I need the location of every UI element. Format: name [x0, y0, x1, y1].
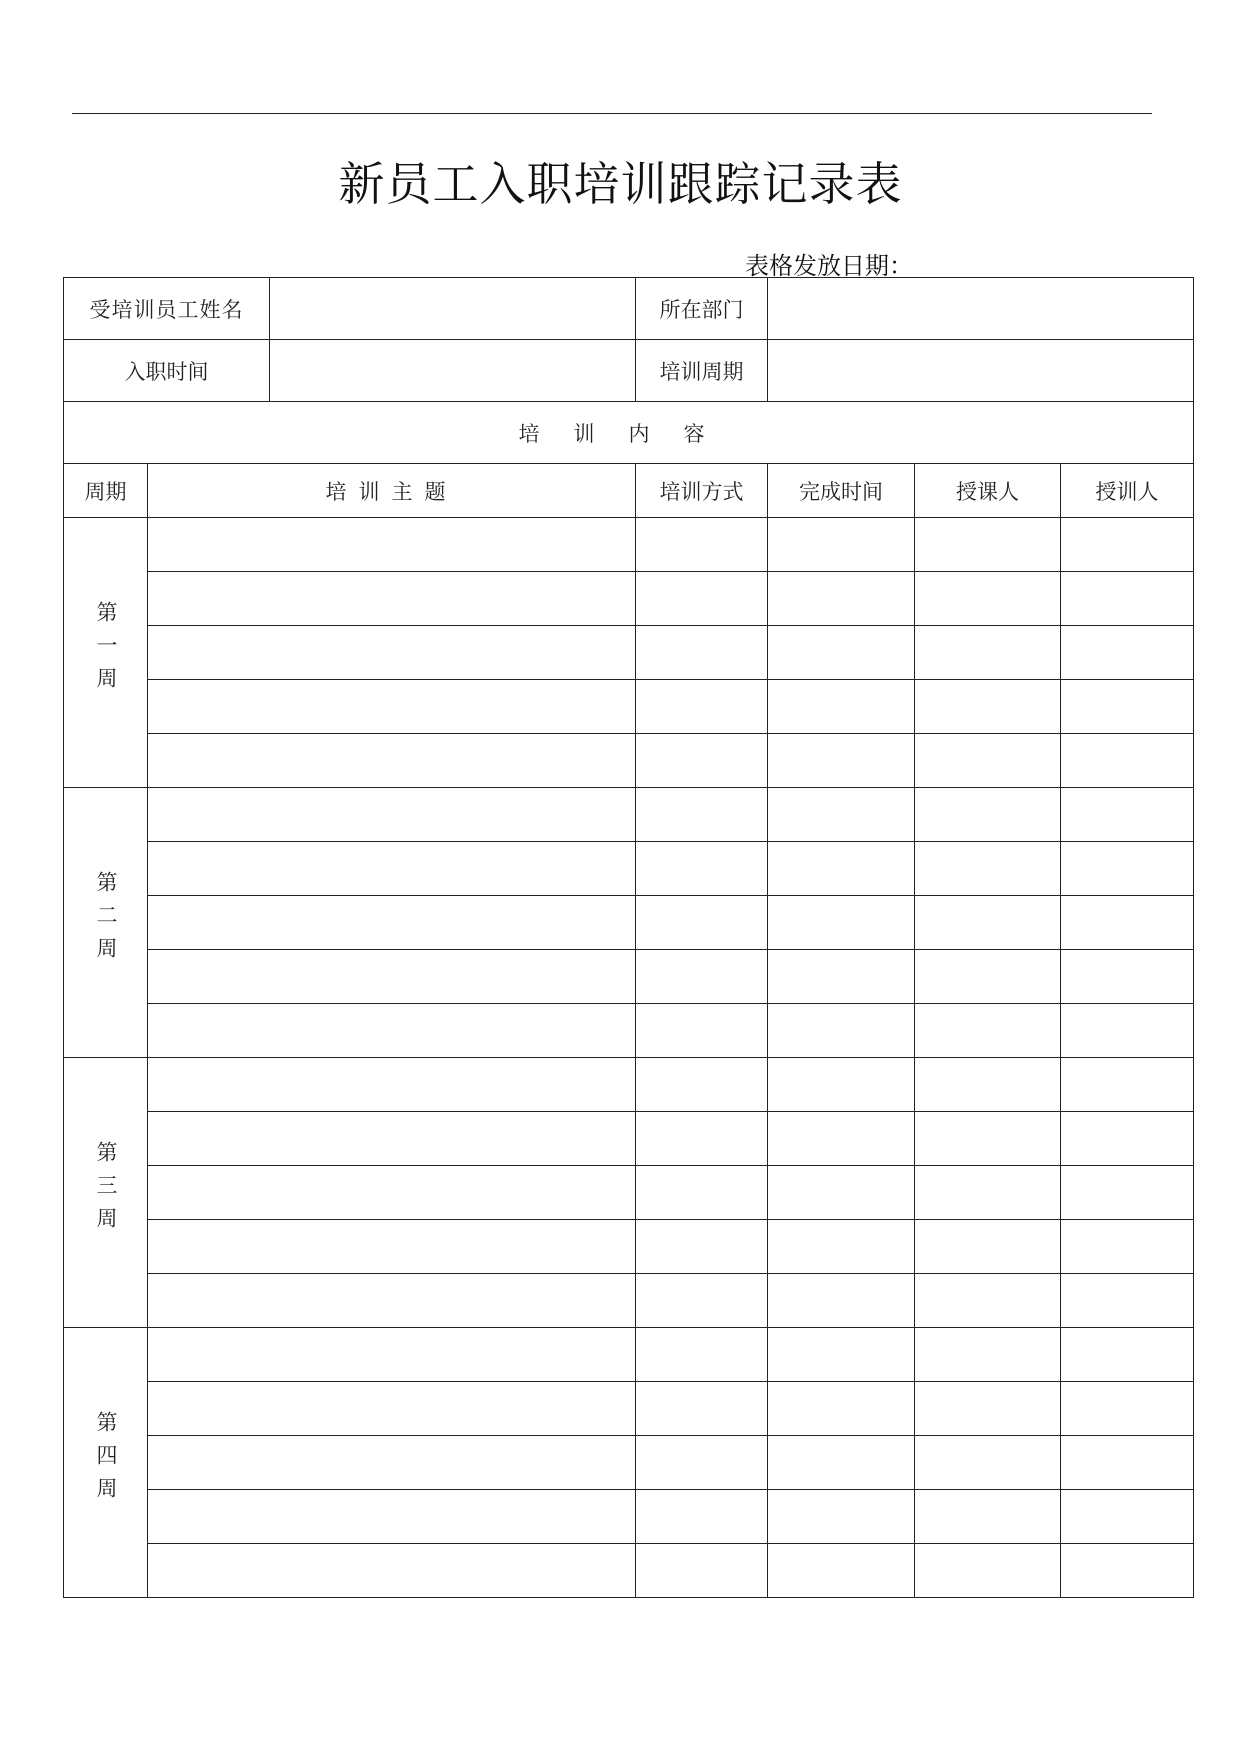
employee-name-label: 受培训员工姓名	[64, 278, 270, 340]
completion-time-cell[interactable]	[768, 1112, 915, 1166]
trainer-cell[interactable]	[1061, 896, 1194, 950]
table-row	[64, 1274, 1194, 1328]
topic-cell[interactable]	[148, 1004, 636, 1058]
trainer-cell[interactable]	[1061, 734, 1194, 788]
method-cell[interactable]	[636, 842, 768, 896]
topic-cell[interactable]	[148, 788, 636, 842]
department-label: 所在部门	[636, 278, 768, 340]
completion-time-cell[interactable]	[768, 896, 915, 950]
topic-cell[interactable]	[148, 842, 636, 896]
method-cell[interactable]	[636, 1382, 768, 1436]
table-row	[64, 1544, 1194, 1598]
trainer-cell[interactable]	[1061, 1220, 1194, 1274]
column-header-method: 培训方式	[636, 464, 768, 518]
department-field[interactable]	[768, 278, 1194, 340]
topic-cell[interactable]	[148, 680, 636, 734]
completion-time-cell[interactable]	[768, 572, 915, 626]
issue-date-label: 表格发放日期：	[745, 252, 913, 280]
completion-time-cell[interactable]	[768, 626, 915, 680]
completion-time-cell[interactable]	[768, 1328, 915, 1382]
completion-time-cell[interactable]	[768, 1544, 915, 1598]
column-header-row	[64, 464, 1194, 518]
method-cell[interactable]	[636, 680, 768, 734]
week-label: 第三周	[94, 1140, 118, 1240]
completion-time-cell[interactable]	[768, 1220, 915, 1274]
week-label-cell	[64, 1328, 148, 1598]
completion-time-cell[interactable]	[768, 1274, 915, 1328]
table-row	[64, 1166, 1194, 1220]
lecturer-cell[interactable]	[915, 518, 1061, 572]
trainer-cell[interactable]	[1061, 842, 1194, 896]
lecturer-cell[interactable]	[915, 1004, 1061, 1058]
topic-cell[interactable]	[148, 950, 636, 1004]
topic-cell[interactable]	[148, 572, 636, 626]
week-label: 第四周	[94, 1410, 118, 1510]
table-row	[64, 518, 1194, 572]
method-cell[interactable]	[636, 1004, 768, 1058]
trainer-cell[interactable]	[1061, 1166, 1194, 1220]
method-cell[interactable]	[636, 950, 768, 1004]
table-row	[64, 734, 1194, 788]
completion-time-cell[interactable]	[768, 680, 915, 734]
method-cell[interactable]	[636, 1220, 768, 1274]
lecturer-cell[interactable]	[915, 950, 1061, 1004]
header-rule	[72, 113, 1152, 114]
page-title: 新员工入职培训跟踪记录表	[338, 157, 903, 211]
method-cell[interactable]	[636, 1112, 768, 1166]
table-row	[64, 950, 1194, 1004]
column-header-topic: 培训主题	[148, 464, 636, 518]
employee-name-field[interactable]	[270, 278, 636, 340]
method-cell[interactable]	[636, 734, 768, 788]
topic-cell[interactable]	[148, 1328, 636, 1382]
lecturer-cell[interactable]	[915, 788, 1061, 842]
lecturer-cell[interactable]	[915, 842, 1061, 896]
lecturer-cell[interactable]	[915, 1166, 1061, 1220]
hire-date-row	[64, 340, 1194, 402]
trainer-cell[interactable]	[1061, 1490, 1194, 1544]
column-header-trainer: 授训人	[1061, 464, 1194, 518]
lecturer-cell[interactable]	[915, 626, 1061, 680]
method-cell[interactable]	[636, 626, 768, 680]
week-label: 第二周	[94, 870, 118, 970]
section-title: 培训内容	[64, 402, 1194, 464]
method-cell[interactable]	[636, 1166, 768, 1220]
completion-time-cell[interactable]	[768, 788, 915, 842]
table-row	[64, 842, 1194, 896]
topic-cell[interactable]	[148, 1274, 636, 1328]
lecturer-cell[interactable]	[915, 680, 1061, 734]
trainer-cell[interactable]	[1061, 1274, 1194, 1328]
week-label-cell	[64, 788, 148, 1058]
method-cell[interactable]	[636, 572, 768, 626]
method-cell[interactable]	[636, 1490, 768, 1544]
method-cell[interactable]	[636, 1274, 768, 1328]
column-header-completion-time: 完成时间	[768, 464, 915, 518]
trainer-cell[interactable]	[1061, 1004, 1194, 1058]
method-cell[interactable]	[636, 518, 768, 572]
lecturer-cell[interactable]	[915, 572, 1061, 626]
trainer-cell[interactable]	[1061, 1328, 1194, 1382]
lecturer-cell[interactable]	[915, 1382, 1061, 1436]
completion-time-cell[interactable]	[768, 734, 915, 788]
trainer-cell[interactable]	[1061, 518, 1194, 572]
lecturer-cell[interactable]	[915, 1544, 1061, 1598]
trainer-cell[interactable]	[1061, 572, 1194, 626]
topic-cell[interactable]	[148, 734, 636, 788]
table-row	[64, 1220, 1194, 1274]
table-row	[64, 1112, 1194, 1166]
completion-time-cell[interactable]	[768, 1004, 915, 1058]
method-cell[interactable]	[636, 1436, 768, 1490]
completion-time-cell[interactable]	[768, 1436, 915, 1490]
table-row	[64, 1382, 1194, 1436]
method-cell[interactable]	[636, 896, 768, 950]
training-record-table	[63, 277, 1194, 1598]
training-period-field[interactable]	[768, 340, 1194, 402]
lecturer-cell[interactable]	[915, 1220, 1061, 1274]
table-row	[64, 788, 1194, 842]
topic-cell[interactable]	[148, 1220, 636, 1274]
topic-cell[interactable]	[148, 1112, 636, 1166]
lecturer-cell[interactable]	[915, 1490, 1061, 1544]
topic-cell[interactable]	[148, 1382, 636, 1436]
table-row	[64, 1328, 1194, 1382]
trainer-cell[interactable]	[1061, 626, 1194, 680]
topic-cell[interactable]	[148, 1166, 636, 1220]
employee-name-row	[64, 278, 1194, 340]
table-row	[64, 1058, 1194, 1112]
table-row	[64, 680, 1194, 734]
method-cell[interactable]	[636, 788, 768, 842]
trainer-cell[interactable]	[1061, 1436, 1194, 1490]
method-cell[interactable]	[636, 1328, 768, 1382]
trainer-cell[interactable]	[1061, 1544, 1194, 1598]
trainer-cell[interactable]	[1061, 1112, 1194, 1166]
section-title-row	[64, 402, 1194, 464]
lecturer-cell[interactable]	[915, 896, 1061, 950]
table-row	[64, 896, 1194, 950]
week-label-cell	[64, 1058, 148, 1328]
hire-date-label: 入职时间	[64, 340, 270, 402]
method-cell[interactable]	[636, 1058, 768, 1112]
trainer-cell[interactable]	[1061, 680, 1194, 734]
hire-date-field[interactable]	[270, 340, 636, 402]
completion-time-cell[interactable]	[768, 1490, 915, 1544]
table-row	[64, 626, 1194, 680]
method-cell[interactable]	[636, 1544, 768, 1598]
completion-time-cell[interactable]	[768, 1058, 915, 1112]
topic-cell[interactable]	[148, 1436, 636, 1490]
topic-cell[interactable]	[148, 1058, 636, 1112]
lecturer-cell[interactable]	[915, 1112, 1061, 1166]
completion-time-cell[interactable]	[768, 842, 915, 896]
completion-time-cell[interactable]	[768, 518, 915, 572]
completion-time-cell[interactable]	[768, 1166, 915, 1220]
column-header-lecturer: 授课人	[915, 464, 1061, 518]
topic-cell[interactable]	[148, 1490, 636, 1544]
table-row	[64, 1490, 1194, 1544]
topic-cell[interactable]	[148, 518, 636, 572]
trainer-cell[interactable]	[1061, 950, 1194, 1004]
lecturer-cell[interactable]	[915, 1436, 1061, 1490]
trainer-cell[interactable]	[1061, 1382, 1194, 1436]
completion-time-cell[interactable]	[768, 950, 915, 1004]
column-header-period: 周期	[64, 464, 148, 518]
lecturer-cell[interactable]	[915, 1328, 1061, 1382]
topic-cell[interactable]	[148, 1544, 636, 1598]
completion-time-cell[interactable]	[768, 1382, 915, 1436]
topic-cell[interactable]	[148, 626, 636, 680]
lecturer-cell[interactable]	[915, 734, 1061, 788]
table-row	[64, 1004, 1194, 1058]
trainer-cell[interactable]	[1061, 788, 1194, 842]
week-label: 第一周	[94, 600, 118, 700]
lecturer-cell[interactable]	[915, 1274, 1061, 1328]
training-period-label: 培训周期	[636, 340, 768, 402]
lecturer-cell[interactable]	[915, 1058, 1061, 1112]
topic-cell[interactable]	[148, 896, 636, 950]
trainer-cell[interactable]	[1061, 1058, 1194, 1112]
table-row	[64, 1436, 1194, 1490]
table-row	[64, 572, 1194, 626]
week-label-cell	[64, 518, 148, 788]
